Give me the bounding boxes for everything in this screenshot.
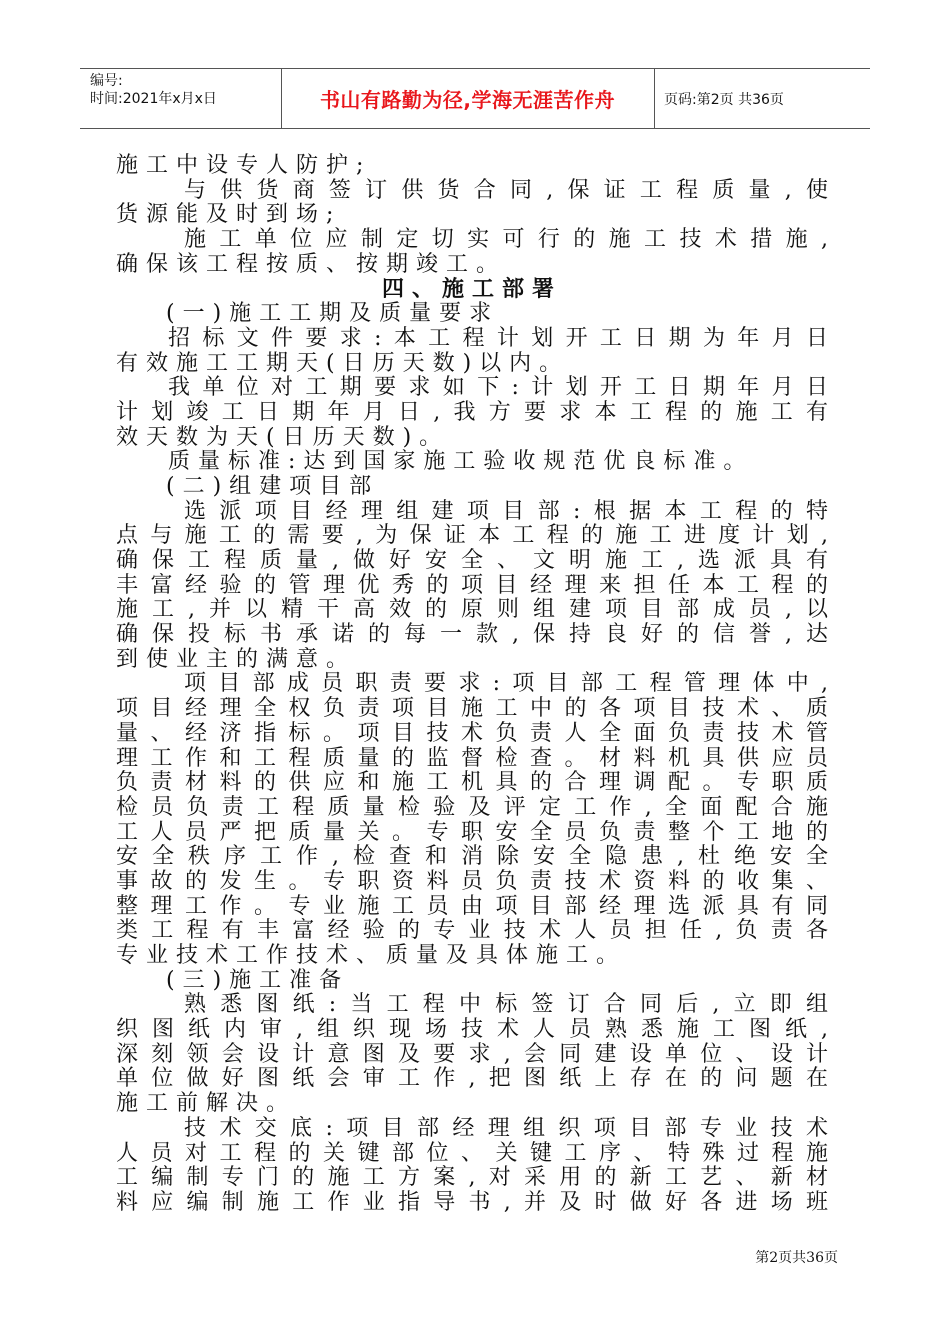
body-line: 计划竣工日期年月日,我方要求本工程的施工有 <box>116 399 828 425</box>
body-line: 货源能及时到场; <box>116 202 342 228</box>
body-line: 选派项目经理组建项目部:根据本工程的特 <box>184 498 828 524</box>
body-line: 单位做好图纸会审工作,把图纸上存在的问题在 <box>116 1066 828 1092</box>
body-line: 技术交底:项目部经理组织项目部专业技术 <box>184 1115 828 1141</box>
body-line: 整理工作。专业施工员由项目部经理选派具有同 <box>116 893 828 919</box>
header-page-label: 页码:第2页 共36页 <box>664 91 784 108</box>
body-line: 招标文件要求:本工程计划开工日期为年月日 <box>168 325 828 351</box>
body-line: 专业技术工作技术、质量及具体施工。 <box>116 943 627 968</box>
body-line: 施工,并以精干高效的原则组建项目部成员,以 <box>116 597 828 623</box>
body-line: 检员负责工程质量检验及评定工作,全面配合施 <box>116 794 828 820</box>
body-line: 施工单位应制定切实可行的施工技术措施, <box>184 227 828 253</box>
header-meta <box>90 72 280 108</box>
body-line: 施工前解决。 <box>116 1091 297 1117</box>
header-time-label: 时间:2021年x月x日 <box>90 91 217 107</box>
body-line: 深刻领会设计意图及要求,会同建设单位、设计 <box>116 1041 828 1067</box>
body-line: 负责材料的供应和施工机具的合理调配。专职质 <box>116 770 828 796</box>
body-line: 理工作和工程质量的监督检查。材料机具供应员 <box>116 745 828 771</box>
body-line: 工编制专门的施工方案,对采用的新工艺、新材 <box>116 1165 828 1191</box>
body-line: 工人员严把质量关。专职安全员负责整个工地的 <box>116 819 828 845</box>
subsection-heading: (二)组建项目部 <box>166 473 380 499</box>
footer-page-number: 第2页共36页 <box>755 1250 838 1266</box>
header-divider-right <box>654 68 655 129</box>
body-line: 确保工程质量,做好安全、文明施工,选派具有 <box>116 548 828 573</box>
body-line: 与供货商签订供货合同,保证工程质量,使 <box>184 177 828 203</box>
section-heading: 四、施工部署 <box>381 276 562 303</box>
body-line: 类工程有丰富经验的专业技术人员担任,负责各 <box>116 918 828 944</box>
body-line: 丰富经验的管理优秀的项目经理来担任本工程的 <box>116 572 828 598</box>
body-line: 熟悉图纸:当工程中标签订合同后,立即组 <box>184 992 828 1018</box>
body-line: 质量标准:达到国家施工验收规范优良标准。 <box>168 449 754 475</box>
body-line: 安全秩序工作,检查和消除安全隐患,杜绝安全 <box>116 844 828 870</box>
body-line: 效天数为天(日历天数)。 <box>116 424 450 450</box>
body-line: 人员对工程的关键部位、关键工序、特殊过程施 <box>116 1140 828 1166</box>
body-line: 有效施工工期天(日历天数)以内。 <box>116 350 570 376</box>
body-line: 织图纸内审,组织现场技术人员熟悉施工图纸, <box>116 1017 828 1043</box>
header-motto: 书山有路勤为径,学海无涯苦作舟 <box>319 88 616 112</box>
body-line: 确保投标书承诺的每一款,保持良好的信誉,达 <box>116 622 828 648</box>
header-code-label: 编号: <box>90 73 123 89</box>
subsection-heading: (一)施工工期及质量要求 <box>166 301 500 327</box>
body-line: 我单位对工期要求如下:计划开工日期年月日 <box>168 375 828 401</box>
body-line: 事故的发生。专职资料员负责技术资料的收集、 <box>116 868 828 894</box>
body-line: 确保该工程按质、按期竣工。 <box>116 251 507 277</box>
body-line: 点与施工的需要,为保证本工程的施工进度计划, <box>116 523 828 549</box>
body-line: 项目部成员职责要求:项目部工程管理体中, <box>184 671 828 697</box>
subsection-heading: (三)施工准备 <box>166 967 350 993</box>
body-line: 施工中设专人防护; <box>116 153 372 178</box>
body-line: 料应编制施工作业指导书,并及时做好各进场班 <box>116 1189 828 1215</box>
body-line: 到使业主的满意。 <box>116 646 357 672</box>
body-line: 项目经理全权负责项目施工中的各项目技术、质 <box>116 696 828 722</box>
document-body <box>116 154 828 1216</box>
body-line: 量、经济指标。项目技术负责人全面负责技术管 <box>116 720 828 746</box>
